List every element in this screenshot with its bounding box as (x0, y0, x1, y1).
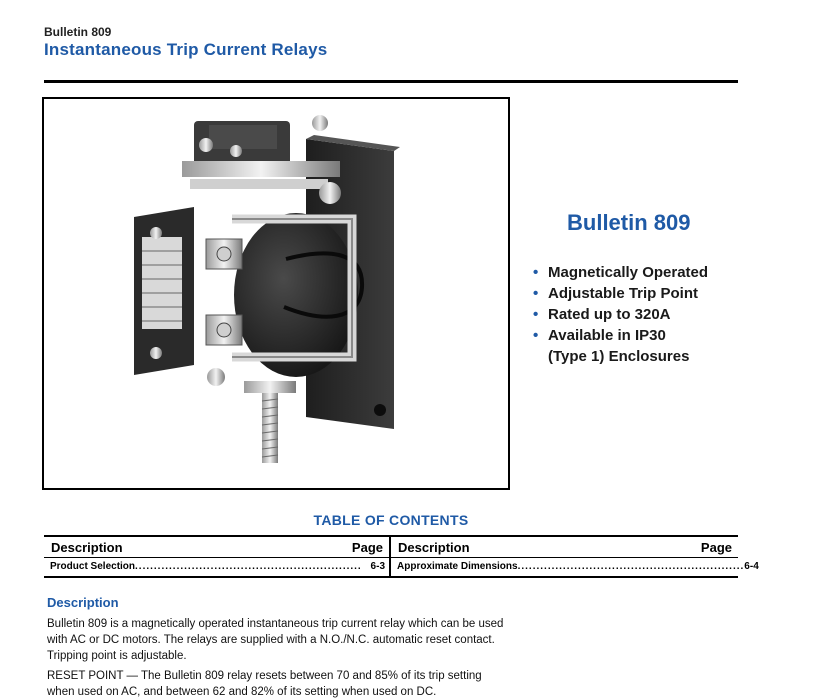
bullet-icon: • (533, 285, 539, 302)
toc-description-header: Description (51, 540, 123, 555)
page-title: Instantaneous Trip Current Relays (44, 40, 328, 59)
relay-illustration (44, 99, 508, 488)
toc-entry-row (44, 558, 759, 576)
toc-entry-page: 6-4 (744, 561, 759, 572)
description-paragraph: Bulletin 809 is a magnetically operated instantaneous trip current relay which can be used with AC or DC motors. The relays are supplied with a N.O./N.C. automatic reset contact. Tripping point is adjustable. (47, 618, 504, 662)
side-panel-title: Bulletin 809 (567, 210, 691, 235)
feature-item: • Adjustable Trip Point (533, 285, 699, 302)
product-photo (42, 97, 510, 490)
toc-entry[interactable] (50, 561, 385, 572)
toc-entry-page: 6-3 (370, 561, 385, 572)
toc-entry-description: Approximate Dimensions (397, 561, 518, 572)
bullet-icon: • (533, 306, 539, 323)
feature-item-continuation: (Type 1) Enclosures (548, 348, 690, 365)
feature-item: • Rated up to 320A (533, 306, 671, 323)
bullet-icon: • (533, 264, 539, 281)
toc-leader: ............................................................ (135, 561, 362, 572)
feature-item: • Magnetically Operated (533, 264, 709, 281)
toc-entry-description: Product Selection (50, 561, 136, 572)
toc-title: TABLE OF CONTENTS (313, 512, 469, 528)
bullet-icon: • (533, 327, 539, 344)
reset-point-paragraph: RESET POINT — The Bulletin 809 relay resets between 70 and 85% of its trip setting when used on AC, and between 62 and 82% of its setting when used on DC. (47, 670, 482, 698)
bulletin-label: Bulletin 809 (44, 25, 112, 39)
toc-header-row (44, 537, 738, 558)
feature-item: • Available in IP30 (533, 327, 666, 344)
toc-entry[interactable] (397, 561, 759, 572)
toc-page-header: Page (700, 540, 732, 555)
feature-list (530, 262, 708, 367)
header-rule (44, 80, 738, 83)
description-heading: Description (47, 595, 119, 610)
toc-page-header: Page (351, 540, 383, 555)
toc-leader: ............................................................ (517, 561, 745, 572)
toc-description-header: Description (398, 540, 470, 555)
table-of-contents (44, 535, 759, 578)
